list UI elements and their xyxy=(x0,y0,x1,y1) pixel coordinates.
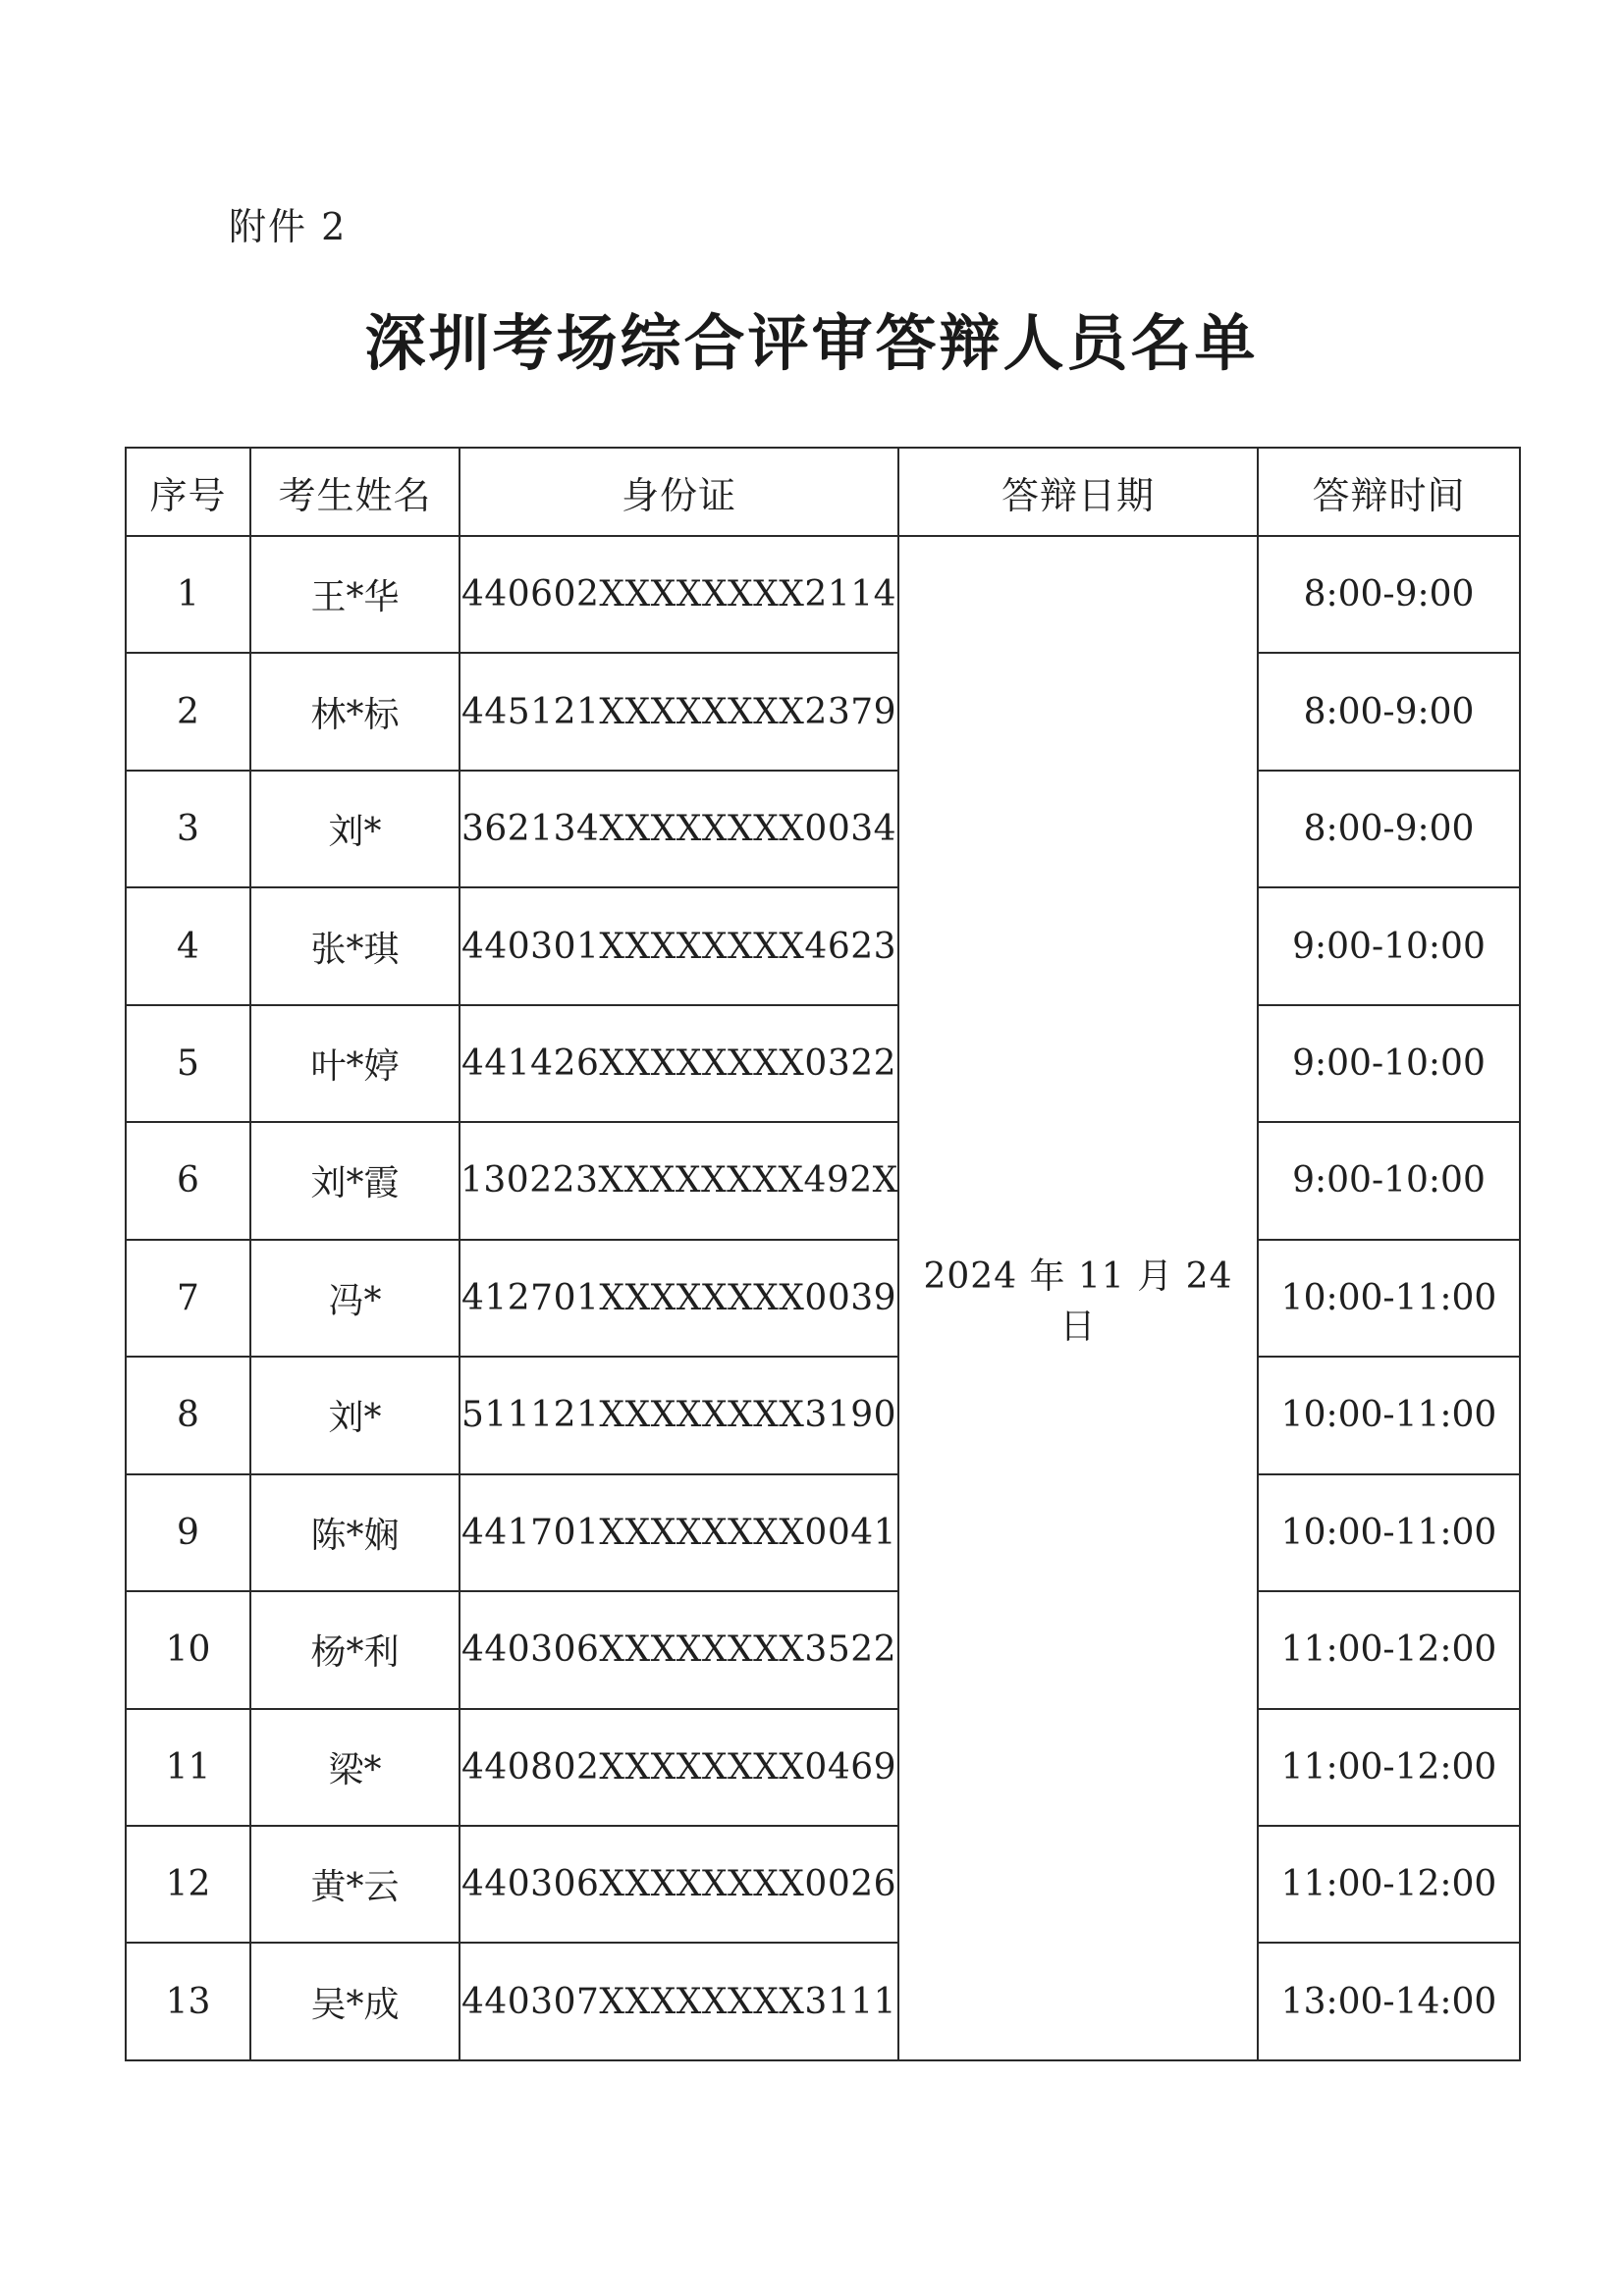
row-time: 8:00-9:00 xyxy=(1258,653,1520,770)
header-id: 身份证 xyxy=(460,448,898,536)
row-name: 刘*霞 xyxy=(250,1122,460,1239)
row-no: 4 xyxy=(126,887,250,1004)
row-time: 10:00-11:00 xyxy=(1258,1357,1520,1473)
row-name: 梁* xyxy=(250,1709,460,1826)
row-time: 9:00-10:00 xyxy=(1258,887,1520,1004)
row-no: 7 xyxy=(126,1240,250,1357)
row-id: 440306XXXXXXXX3522 xyxy=(460,1591,898,1708)
row-id: 362134XXXXXXXX0034 xyxy=(460,771,898,887)
table-row xyxy=(126,1005,1520,1122)
table-row xyxy=(126,1122,1520,1239)
row-no: 6 xyxy=(126,1122,250,1239)
table-row xyxy=(126,1240,1520,1357)
row-time: 11:00-12:00 xyxy=(1258,1591,1520,1708)
row-no: 13 xyxy=(126,1943,250,2060)
row-no: 8 xyxy=(126,1357,250,1473)
table-row xyxy=(126,1943,1520,2060)
header-name: 考生姓名 xyxy=(250,448,460,536)
table-row xyxy=(126,1357,1520,1473)
row-no: 11 xyxy=(126,1709,250,1826)
table-row xyxy=(126,771,1520,887)
row-name: 冯* xyxy=(250,1240,460,1357)
row-name: 林*标 xyxy=(250,653,460,770)
row-no: 1 xyxy=(126,536,250,653)
header-date: 答辩日期 xyxy=(898,448,1258,536)
row-id: 440301XXXXXXXX4623 xyxy=(460,887,898,1004)
table-row xyxy=(126,1591,1520,1708)
row-id: 441426XXXXXXXX0322 xyxy=(460,1005,898,1122)
row-id: 441701XXXXXXXX0041 xyxy=(460,1474,898,1591)
header-no: 序号 xyxy=(126,448,250,536)
row-id: 440306XXXXXXXX0026 xyxy=(460,1826,898,1943)
row-name: 叶*婷 xyxy=(250,1005,460,1122)
table-row xyxy=(126,887,1520,1004)
row-id: 445121XXXXXXXX2379 xyxy=(460,653,898,770)
row-name: 吴*成 xyxy=(250,1943,460,2060)
row-time: 11:00-12:00 xyxy=(1258,1709,1520,1826)
row-time: 10:00-11:00 xyxy=(1258,1240,1520,1357)
table-header-row xyxy=(126,448,1520,536)
row-id: 412701XXXXXXXX0039 xyxy=(460,1240,898,1357)
row-id: 440307XXXXXXXX3111 xyxy=(460,1943,898,2060)
row-time: 9:00-10:00 xyxy=(1258,1005,1520,1122)
table-row xyxy=(126,536,1520,653)
row-id: 130223XXXXXXXX492X xyxy=(460,1122,898,1239)
table-row xyxy=(126,1474,1520,1591)
row-time: 11:00-12:00 xyxy=(1258,1826,1520,1943)
row-name: 黄*云 xyxy=(250,1826,460,1943)
row-name: 刘* xyxy=(250,771,460,887)
row-no: 10 xyxy=(126,1591,250,1708)
row-time: 13:00-14:00 xyxy=(1258,1943,1520,2060)
defense-roster-table xyxy=(125,447,1521,2061)
defense-date: 2024 年 11 月 24 日 xyxy=(898,536,1258,2060)
row-no: 3 xyxy=(126,771,250,887)
table-row xyxy=(126,1826,1520,1943)
row-time: 8:00-9:00 xyxy=(1258,536,1520,653)
row-name: 王*华 xyxy=(250,536,460,653)
row-name: 刘* xyxy=(250,1357,460,1473)
row-no: 2 xyxy=(126,653,250,770)
table-row xyxy=(126,653,1520,770)
attachment-label: 附件 2 xyxy=(229,205,348,248)
row-time: 10:00-11:00 xyxy=(1258,1474,1520,1591)
row-no: 9 xyxy=(126,1474,250,1591)
page-title: 深圳考场综合评审答辩人员名单 xyxy=(364,307,1259,379)
row-id: 511121XXXXXXXX3190 xyxy=(460,1357,898,1473)
row-name: 杨*利 xyxy=(250,1591,460,1708)
row-name: 张*琪 xyxy=(250,887,460,1004)
row-no: 5 xyxy=(126,1005,250,1122)
row-time: 8:00-9:00 xyxy=(1258,771,1520,887)
row-id: 440602XXXXXXXX2114 xyxy=(460,536,898,653)
row-id: 440802XXXXXXXX0469 xyxy=(460,1709,898,1826)
table-row xyxy=(126,1709,1520,1826)
header-time: 答辩时间 xyxy=(1258,448,1520,536)
row-time: 9:00-10:00 xyxy=(1258,1122,1520,1239)
row-no: 12 xyxy=(126,1826,250,1943)
row-name: 陈*娴 xyxy=(250,1474,460,1591)
